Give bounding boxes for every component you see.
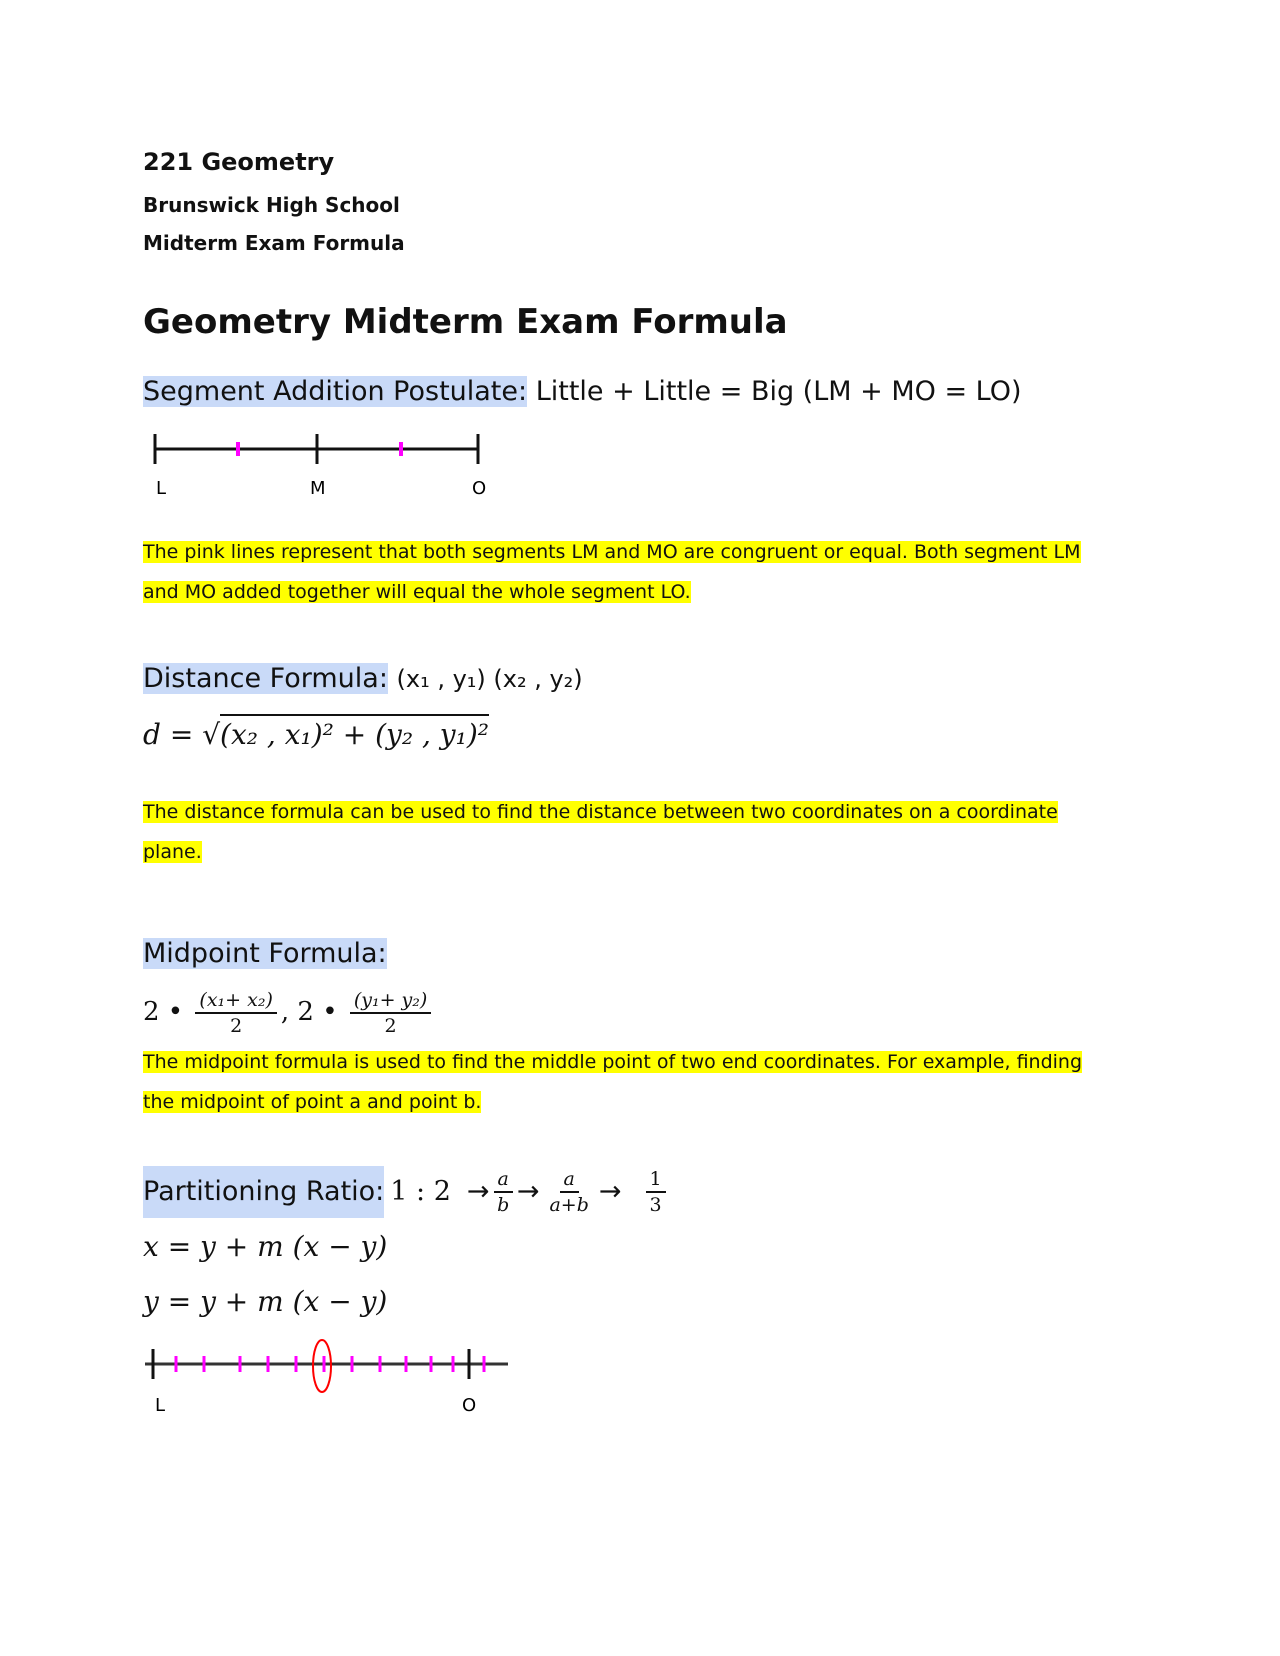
coef: 2 • xyxy=(297,997,338,1027)
arrow-icon: → xyxy=(516,1176,540,1207)
note-line: plane. xyxy=(143,841,202,863)
school-name: Brunswick High School xyxy=(143,193,400,217)
denominator: a+b xyxy=(549,1194,589,1216)
midpoint-formula xyxy=(143,988,435,1038)
sqrt-icon: √ xyxy=(202,718,221,751)
page-title: Geometry Midterm Exam Formula xyxy=(143,302,788,342)
note-line: and MO added together will equal the whole segment LO. xyxy=(143,581,691,603)
midpoint-heading-line xyxy=(143,930,387,978)
arrow-icon: → xyxy=(466,1176,490,1207)
midpoint-note xyxy=(143,1042,1103,1122)
partition-eq-x: x = y + m (x − y) xyxy=(143,1230,388,1263)
label-M: M xyxy=(310,478,326,499)
highlight-circle xyxy=(313,1340,331,1392)
partition-heading: Partitioning Ratio: xyxy=(143,1166,384,1218)
course-title: 221 Geometry xyxy=(143,148,335,176)
ratio: 1 : 2 xyxy=(390,1176,451,1207)
arrow-icon: → xyxy=(598,1176,622,1207)
numerator: (y₁+ y₂) xyxy=(350,988,432,1014)
numerator: (x₁+ x₂) xyxy=(195,988,276,1014)
label-O: O xyxy=(462,1395,477,1416)
segment-rule: Little + Little = Big (LM + MO = LO) xyxy=(535,376,1022,407)
numerator: 1 xyxy=(646,1167,666,1193)
partition-eq-y: y = y + m (x − y) xyxy=(143,1285,388,1318)
note-line: The distance formula can be used to find the distance between two coordinates on a coordinate xyxy=(143,801,1058,823)
distance-note xyxy=(143,792,1083,872)
segment-note xyxy=(143,532,1083,612)
midpoint-heading: Midpoint Formula: xyxy=(143,938,387,969)
label-L: L xyxy=(156,478,167,499)
note-line: the midpoint of point a and point b. xyxy=(143,1091,482,1113)
label-L: L xyxy=(155,1395,166,1416)
numerator: a xyxy=(560,1167,579,1193)
denominator: 2 xyxy=(384,1015,397,1037)
distance-heading-line xyxy=(143,655,583,703)
label-O: O xyxy=(472,478,487,499)
denominator: 2 xyxy=(230,1015,243,1037)
segment-heading-line xyxy=(143,364,1022,420)
segment-heading: Segment Addition Postulate: xyxy=(143,376,528,407)
distance-formula xyxy=(143,718,489,751)
formula-lhs: d = xyxy=(143,718,194,751)
comma: , xyxy=(280,997,290,1027)
distance-heading: Distance Formula: xyxy=(143,663,388,694)
note-line: The pink lines represent that both segments LM and MO are congruent or equal. Both segment LM xyxy=(143,541,1081,563)
denominator: 3 xyxy=(649,1194,662,1216)
note-line: The midpoint formula is used to find the middle point of two end coordinates. For example, finding xyxy=(143,1051,1083,1073)
doc-subtitle: Midterm Exam Formula xyxy=(143,231,405,255)
radicand: (x₂ , x₁)² + (y₂ , y₁)² xyxy=(220,714,489,751)
denominator: b xyxy=(497,1194,510,1216)
coef: 2 • xyxy=(143,997,184,1027)
distance-points: (x₁ , y₁) (x₂ , y₂) xyxy=(396,665,583,693)
partition-heading-line xyxy=(143,1166,670,1218)
partition-diagram xyxy=(140,1335,520,1420)
numerator: a xyxy=(494,1167,513,1193)
segment-diagram xyxy=(140,425,500,505)
